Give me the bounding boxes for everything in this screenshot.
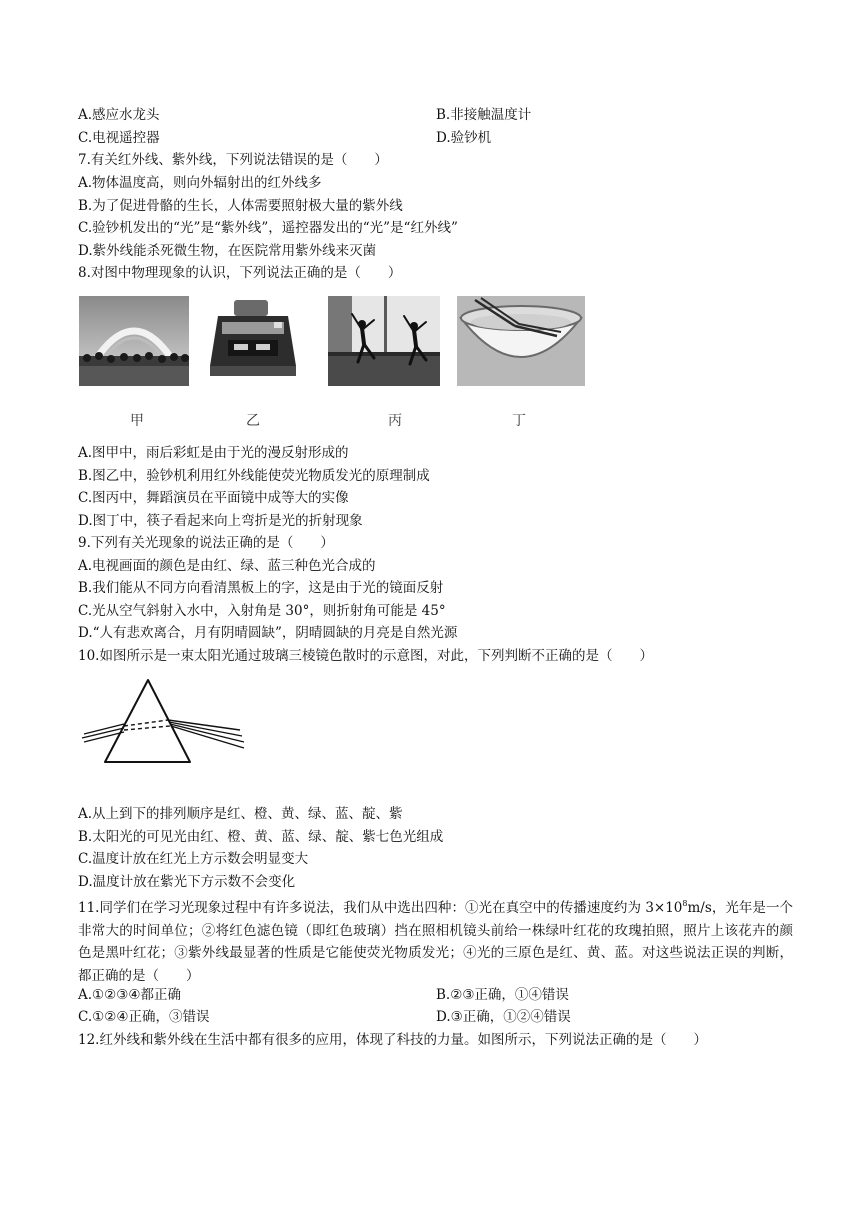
q10-option-b: B.太阳光的可见光由红、橙、黄、蓝、绿、靛、紫七色光组成 — [78, 829, 444, 845]
chopsticks-bowl-photo — [457, 296, 585, 386]
q11-stem — [78, 893, 793, 987]
q7-option-c: C.验钞机发出的“光”是“紫外线”，遥控器发出的“光”是“红外线” — [78, 220, 458, 236]
q8-option-a: A.图甲中，雨后彩虹是由于光的漫反射形成的 — [78, 445, 349, 461]
q11-option-a: A.①②③④都正确 — [78, 987, 181, 1003]
q11-stem-part2: m/s，光年是一个非常大的时间单位；②将红色滤色镜（即红色玻璃）挡在照相机镜头前给一株绿叶红花的玫瑰拍照，照片上该花卉的颜色是黑叶红花；③紫外线最显著的性质是它能使荧光物质发光；④光的三原色是红、黄、蓝。对这些说法正误的判断，都正确的是（ ） — [78, 900, 794, 984]
q8-option-c: C.图丙中，舞蹈演员在平面镜中成等大的实像 — [78, 490, 349, 506]
dancer-mirror-photo — [328, 296, 440, 386]
q11-exponent: 8 — [682, 899, 688, 908]
q6-option-b: B.非接触温度计 — [436, 107, 532, 123]
rainbow-photo — [79, 296, 189, 386]
q12-stem: 12.红外线和紫外线在生活中都有很多的应用，体现了科技的力量。如图所示，下列说法正确的是（ ） — [78, 1032, 707, 1048]
money-checker-photo — [204, 296, 302, 386]
q10-option-a: A.从上到下的排列顺序是红、橙、黄、绿、蓝、靛、紫 — [78, 806, 403, 822]
q7-option-b: B.为了促进骨骼的生长，人体需要照射极大量的紫外线 — [78, 198, 403, 214]
q7-option-d: D.紫外线能杀死微生物，在医院常用紫外线来灭菌 — [78, 243, 377, 259]
caption-jia: 甲 — [130, 413, 144, 429]
q7-stem: 7.有关红外线、紫外线，下列说法错误的是（ ） — [78, 152, 388, 168]
q6-option-c: C.电视遥控器 — [78, 130, 160, 146]
prism-dispersion-diagram — [80, 674, 250, 770]
caption-ding: 丁 — [512, 413, 526, 429]
q6-option-a: A.感应水龙头 — [78, 107, 160, 123]
q6-option-d: D.验钞机 — [436, 130, 492, 146]
q8-option-d: D.图丁中，筷子看起来向上弯折是光的折射现象 — [78, 513, 363, 529]
q8-option-b: B.图乙中，验钞机利用红外线能使荧光物质发光的原理制成 — [78, 468, 430, 484]
caption-bing: 丙 — [388, 413, 402, 429]
q11-option-c: C.①②④正确，③错误 — [78, 1009, 210, 1025]
q9-option-c: C.光从空气斜射入水中，入射角是 30°，则折射角可能是 45° — [78, 603, 446, 619]
q9-option-a: A.电视画面的颜色是由红、绿、蓝三种色光合成的 — [78, 558, 376, 574]
q10-option-c: C.温度计放在红光上方示数会明显变大 — [78, 851, 309, 867]
q8-stem: 8.对图中物理现象的认识，下列说法正确的是（ ） — [78, 265, 402, 281]
q7-option-a: A.物体温度高，则向外辐射出的红外线多 — [78, 175, 322, 191]
q10-stem: 10.如图所示是一束太阳光通过玻璃三棱镜色散时的示意图，对此，下列判断不正确的是（ ） — [78, 648, 653, 664]
q9-option-d: D.“人有悲欢离合，月有阴晴圆缺”，阴晴圆缺的月亮是自然光源 — [78, 625, 458, 641]
q11-option-b: B.②③正确，①④错误 — [436, 987, 569, 1003]
q11-stem-part1: 11.同学们在学习光现象过程中有许多说法，我们从中选出四种：①光在真空中的传播速度约为 3×10 — [78, 900, 683, 916]
q9-stem: 9.下列有关光现象的说法正确的是（ ） — [78, 535, 334, 551]
caption-yi: 乙 — [246, 413, 260, 429]
q10-option-d: D.温度计放在紫光下方示数不会变化 — [78, 874, 296, 890]
q11-option-d: D.③正确，①②④错误 — [436, 1009, 571, 1025]
q9-option-b: B.我们能从不同方向看清黑板上的字，这是由于光的镜面反射 — [78, 580, 444, 596]
